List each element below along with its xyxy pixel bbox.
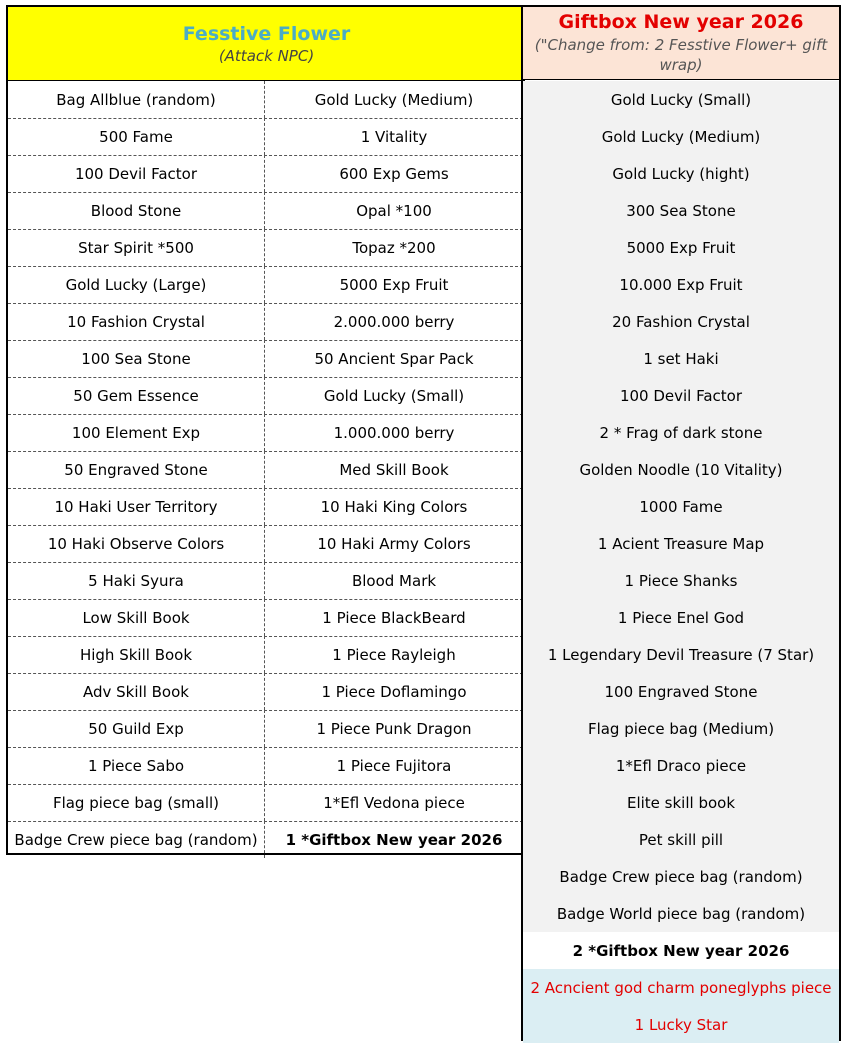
table-cell: 500 Fame [8,118,265,155]
table-cell: 1 Piece Fujitora [336,756,452,775]
table-row [8,636,523,674]
list-item [523,673,839,711]
giftbox-table [521,5,841,1041]
table-cell: Blood Stone [8,192,265,229]
list-item [523,303,839,341]
list-item [523,525,839,563]
list-item-label: 1 Piece Enel God [617,608,745,627]
list-item-label: 300 Sea Stone [626,201,736,220]
list-item [523,784,839,822]
table-cell: 100 Devil Factor [8,155,265,192]
festive-flower-table [6,5,523,855]
table-row [8,488,523,526]
list-item [523,858,839,896]
list-item-label: 1 set Haki [643,349,719,368]
table-cell: 5 Haki Syura [8,562,265,599]
list-item [523,118,839,156]
table-cell: 50 Gem Essence [8,377,265,414]
list-item-label: 1000 Fame [639,497,723,516]
festive-flower-header [8,7,525,81]
table-row [8,821,523,858]
festive-flower-title: Fesstive Flower [182,22,351,45]
list-item-label: Flag piece bag (Medium) [587,719,775,738]
table-cell: Badge Crew piece bag (random) [8,821,265,858]
table-cell: 1 Piece Rayleigh [332,645,456,664]
list-item-label: 20 Fashion Crystal [612,312,750,331]
table-row [8,525,523,563]
list-item-label: 100 Devil Factor [619,386,743,405]
list-item [523,895,839,933]
table-cell: 600 Exp Gems [339,164,449,183]
list-item [523,562,839,600]
table-row [8,81,523,119]
list-item-label: Pet skill pill [638,830,724,849]
table-row [8,266,523,304]
table-row [8,784,523,822]
table-row [8,747,523,785]
list-item-label: 2 Acncient god charm poneglyphs piece [530,978,832,997]
list-item-label: Elite skill book [626,793,736,812]
list-item-label: 10.000 Exp Fruit [619,275,743,294]
table-row [8,340,523,378]
table-row [8,673,523,711]
table-cell: 10 Haki Army Colors [317,534,471,553]
giftbox-header [523,7,839,80]
table-row [8,118,523,156]
table-cell: Adv Skill Book [8,673,265,710]
table-cell: Gold Lucky (Medium) [314,90,474,109]
list-item-label: Badge Crew piece bag (random) [559,867,803,886]
list-item [523,81,839,119]
list-item [523,488,839,526]
list-item [523,155,839,193]
table-cell: Bag Allblue (random) [8,81,265,118]
list-item [523,636,839,674]
list-item-label: 1*Efl Draco piece [615,756,747,775]
table-cell: 1 Piece BlackBeard [322,608,466,627]
table-cell: 100 Element Exp [8,414,265,451]
list-item [523,747,839,785]
table-cell: 1.000.000 berry [333,423,455,442]
table-cell: 10 Haki Observe Colors [8,525,265,562]
list-item [523,229,839,267]
list-item-label: 1 Piece Shanks [624,571,738,590]
table-cell: Low Skill Book [8,599,265,636]
table-row [8,599,523,637]
list-item [523,599,839,637]
table-cell: 5000 Exp Fruit [339,275,449,294]
list-item [523,1006,839,1043]
list-item-label: Gold Lucky (Small) [610,90,752,109]
giftbox-title: Giftbox New year 2026 [558,11,804,33]
table-cell: 1 Piece Doflamingo [321,682,467,701]
table-row [8,710,523,748]
table-cell: Opal *100 [356,201,432,220]
list-item-label: 1 Legendary Devil Treasure (7 Star) [547,645,815,664]
table-row [8,562,523,600]
table-cell: 10 Fashion Crystal [8,303,265,340]
list-item [523,377,839,415]
list-item-label: Gold Lucky (Medium) [601,127,761,146]
table-cell: Med Skill Book [339,460,449,479]
list-item [523,414,839,452]
table-cell: 1 Vitality [360,127,428,146]
table-row [8,192,523,230]
list-item-label: Gold Lucky (hight) [612,164,750,183]
list-item [523,266,839,304]
list-item-label: Badge World piece bag (random) [556,904,806,923]
list-item [523,932,839,970]
table-row [8,414,523,452]
table-cell: 1 Piece Punk Dragon [316,719,472,738]
table-cell: 1*Efl Vedona piece [323,793,465,812]
table-cell: 50 Guild Exp [8,710,265,747]
list-item-label: 1 Acient Treasure Map [597,534,765,553]
table-cell: Blood Mark [351,571,437,590]
table-cell: 100 Sea Stone [8,340,265,377]
list-item [523,710,839,748]
list-item-label: 2 *Giftbox New year 2026 [572,941,790,960]
festive-flower-subtitle: (Attack NPC) [218,46,315,65]
table-cell: 10 Haki User Territory [8,488,265,525]
table-cell: 50 Engraved Stone [8,451,265,488]
table-cell: 1 Piece Sabo [8,747,265,784]
table-cell: High Skill Book [8,636,265,673]
table-cell: Flag piece bag (small) [8,784,265,821]
table-cell: 10 Haki King Colors [320,497,468,516]
list-item-label: 5000 Exp Fruit [626,238,736,257]
table-row [8,451,523,489]
table-row [8,229,523,267]
list-item [523,192,839,230]
list-item-label: 100 Engraved Stone [604,682,758,701]
table-cell: Gold Lucky (Small) [323,386,465,405]
table-cell: Topaz *200 [352,238,436,257]
list-item-label: 2 * Frag of dark stone [599,423,763,442]
table-row [8,303,523,341]
giftbox-subtitle: ("Change from: 2 Fesstive Flower+ gift wrap) [534,36,828,74]
table-cell: 2.000.000 berry [333,312,455,331]
table-row [8,377,523,415]
list-item [523,451,839,489]
table-row [8,155,523,193]
list-item-label: Golden Noodle (10 Vitality) [579,460,783,479]
list-item [523,340,839,378]
list-item [523,821,839,859]
table-cell: Gold Lucky (Large) [8,266,265,303]
table-cell: 50 Ancient Spar Pack [314,349,474,368]
list-item-label: 1 Lucky Star [634,1015,728,1034]
table-cell: 1 *Giftbox New year 2026 [285,830,503,849]
table-cell: Star Spirit *500 [8,229,265,266]
list-item [523,969,839,1007]
